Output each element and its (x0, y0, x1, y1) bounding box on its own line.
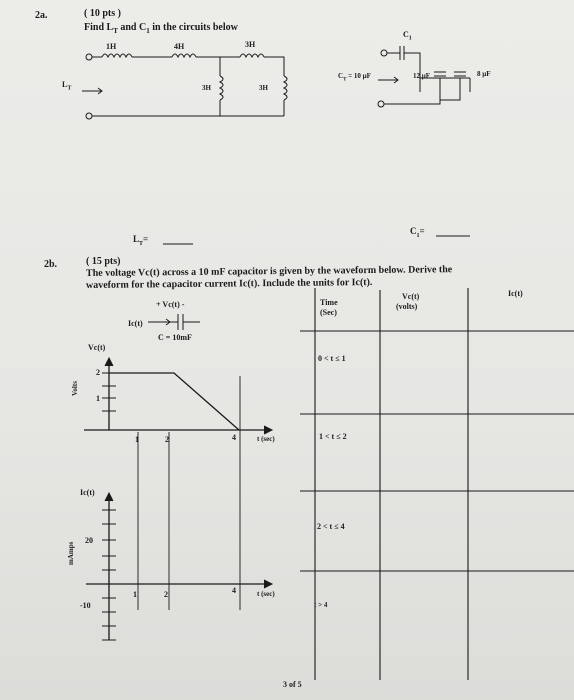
vc-tick-2: 2 (96, 368, 100, 377)
table-row-2: 2 < t ≤ 4 (317, 522, 345, 531)
ic-axis-title: Ic(t) (80, 488, 95, 497)
vc-axis-unit: Volts (71, 381, 79, 396)
vc-polarity-label: + Vc(t) - (156, 300, 185, 309)
table-row-1: 1 < t ≤ 2 (319, 432, 347, 441)
ic-tick-neg10: -10 (80, 601, 91, 610)
table-header-time: Time (320, 298, 338, 307)
table-header-vc: Vc(t) (402, 292, 420, 301)
q2b-number: 2b. (44, 259, 58, 270)
vc-xtick-4: 4 (232, 433, 236, 442)
ic-axis-unit: mAmps (67, 541, 75, 565)
label-3h-top: 3H (245, 40, 256, 49)
table-row-3: t > 4 (314, 601, 328, 609)
ic-tick-20: 20 (85, 536, 93, 545)
table-header-vc-unit: (volts) (396, 302, 418, 311)
q2a-number: 2a. (35, 10, 48, 21)
vc-tick-1: 1 (96, 394, 100, 403)
q2b-line1: The voltage Vc(t) across a 10 mF capacitor is given by the waveform below. Derive the (85, 264, 453, 279)
label-c1: $C_1$ (403, 30, 412, 42)
ic-xtick-4: 4 (232, 586, 236, 595)
label-3h-right: 3H (259, 84, 268, 92)
q2b-points: ( 15 pts) (86, 256, 121, 267)
label-ct: $C_T = 10$ µF (338, 72, 371, 83)
q2b-line2: waveform for the capacitor current Ic(t). Include the units for Ic(t). (85, 277, 373, 291)
label-12uf: 12 µF (413, 72, 431, 80)
table-header-ic: Ic(t) (508, 289, 523, 298)
vc-xtick-2: 2 (165, 435, 169, 444)
ic-label: Ic(t) (128, 319, 143, 328)
q2a-prompt: Find $L_T$ and $C_1$ in the circuits below (84, 22, 238, 35)
vc-waveform (109, 373, 239, 430)
vc-axis-title: Vc(t) (88, 343, 106, 352)
table-header-time-unit: (Sec) (320, 308, 337, 317)
cval-label: C = 10mF (158, 333, 192, 342)
label-3h-left: 3H (202, 84, 211, 92)
q2a-points: ( 10 pts ) (84, 8, 121, 19)
answer-c1: $C_1=$ (410, 226, 425, 239)
answer-lt: $L_T=$ (133, 234, 149, 247)
page-number: 3 of 5 (283, 680, 302, 689)
label-4h: 4H (174, 42, 185, 51)
vc-xaxis-title: t (sec) (257, 435, 275, 443)
ic-xaxis-title: t (sec) (257, 590, 275, 598)
vc-xtick-1: 1 (135, 435, 139, 444)
label-1h: 1H (106, 42, 117, 51)
ic-xtick-1: 1 (133, 590, 137, 599)
ic-xtick-2: 2 (164, 590, 168, 599)
label-lt: $L_T$ (62, 80, 72, 92)
table-row-0: 0 < t ≤ 1 (318, 354, 346, 363)
label-8uf: 8 µF (477, 70, 491, 78)
